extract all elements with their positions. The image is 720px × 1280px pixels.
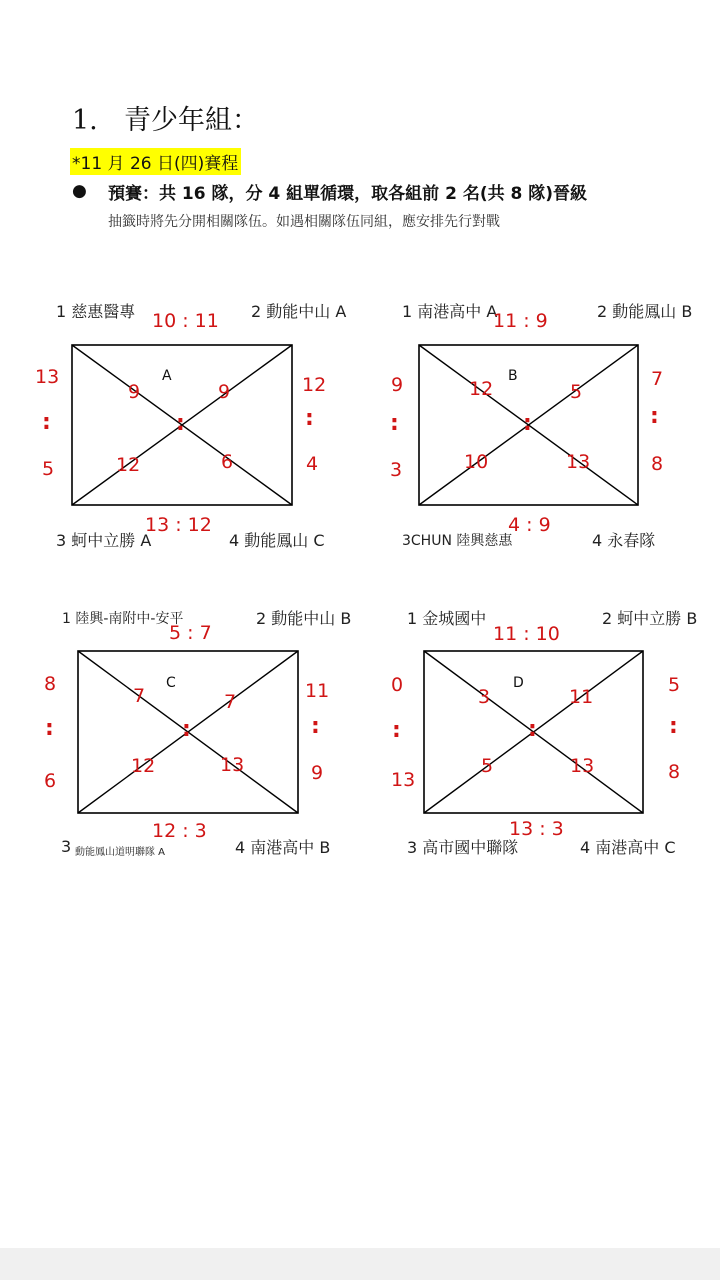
group-b-diagonal-upper-left: 12 — [469, 378, 494, 400]
section-number: 1. — [72, 105, 98, 136]
group-d-score-top: 11 : 10 — [493, 623, 560, 645]
group-b-diagonal-upper-right: 5 — [570, 381, 583, 403]
group-c-team-3: 動能鳳山道明聯隊 A — [75, 847, 166, 858]
group-d-score-right-colon: : — [669, 714, 678, 739]
group-a-letter: A — [162, 368, 172, 384]
group-d-team-2: 2 蚵中立勝 B — [602, 609, 698, 628]
group-d-score-right-2: 8 — [668, 761, 681, 783]
draw-note: 抽籤時將先分開相關隊伍。如遇相關隊伍同組，應安排先行對戰 — [108, 214, 500, 230]
date-banner: *11 月 26 日(四)賽程 — [70, 148, 241, 175]
group-c-score-left-colon: : — [45, 716, 54, 741]
group-c-score-left-2: 6 — [44, 770, 57, 792]
group-b-score-top: 11 : 9 — [493, 310, 548, 332]
group-d-team-1: 1 金城國中 — [407, 609, 487, 628]
group-a-score-left-1: 13 — [35, 366, 60, 388]
group-d-score-left-2: 13 — [391, 769, 416, 791]
group-a-team-2: 2 動能中山 A — [251, 302, 347, 321]
group-c-score-right-2: 9 — [311, 762, 324, 784]
group-c-diagonal-upper-left: 7 — [133, 685, 146, 707]
group-b-center-colon: : — [523, 411, 532, 436]
group-a-score-left-2: 5 — [42, 458, 55, 480]
section-title: 青少年組： — [124, 105, 259, 136]
group-a-diagonal-lower-left: 12 — [116, 454, 141, 476]
group-b-diagonal-lower-right: 13 — [566, 451, 591, 473]
group-b-score-bottom: 4 : 9 — [508, 514, 551, 536]
group-a-team-4: 4 動能鳳山 C — [229, 531, 325, 550]
group-b-team-1: 1 南港高中 A — [402, 302, 498, 321]
group-a-team-3: 3 蚵中立勝 A — [56, 531, 152, 550]
group-a-score-right-colon: : — [305, 406, 314, 431]
group-c-score-bottom: 12 : 3 — [152, 820, 207, 842]
group-b-diagonal-lower-left: 10 — [464, 451, 489, 473]
group-d-team-3: 3 高市國中聯隊 — [407, 838, 519, 857]
group-b-score-right-colon: : — [650, 404, 659, 429]
group-c-team-4: 4 南港高中 B — [235, 838, 331, 857]
group-d-score-left-colon: : — [392, 718, 401, 743]
section-heading — [72, 98, 259, 137]
group-c-team-2: 2 動能中山 B — [256, 609, 352, 628]
group-b-team-2: 2 動能鳳山 B — [597, 302, 693, 321]
group-a-score-bottom: 13 : 12 — [145, 514, 212, 536]
group-c-score-left-1: 8 — [44, 673, 57, 695]
group-d-diagonal-upper-right: 11 — [569, 686, 594, 708]
group-c-diagonal-lower-left: 12 — [131, 755, 156, 777]
group-d-diagonal-upper-left: 3 — [478, 686, 491, 708]
group-c-score-top: 5 : 7 — [169, 622, 212, 644]
group-a-score-left-colon: : — [42, 410, 51, 435]
group-d-score-right-1: 5 — [668, 674, 681, 696]
group-a-score-right-2: 4 — [306, 453, 319, 475]
prelim-description: 預賽：共 16 隊，分 4 組單循環，取各組前 2 名(共 8 隊)晉級 — [108, 184, 588, 204]
group-a-score-right-1: 12 — [302, 374, 327, 396]
group-a-score-top: 10 : 11 — [152, 310, 219, 332]
group-b-score-left-colon: : — [390, 411, 399, 436]
group-c-letter: C — [166, 675, 176, 691]
group-d-letter: D — [513, 675, 524, 691]
group-b-score-right-1: 7 — [651, 368, 664, 390]
group-c-diagonal-lower-right: 13 — [220, 754, 245, 776]
group-b-letter: B — [508, 368, 518, 384]
group-a-team-1: 1 慈惠醫專 — [56, 302, 136, 321]
group-d-center-colon: : — [528, 717, 537, 742]
group-b-score-left-1: 9 — [391, 374, 404, 396]
group-c-diagonal-upper-right: 7 — [224, 691, 237, 713]
group-d-diagonal-lower-left: 5 — [481, 755, 494, 777]
group-c-score-right-1: 11 — [305, 680, 330, 702]
group-b-team-4: 4 永春隊 — [592, 531, 656, 550]
group-d-score-bottom: 13 : 3 — [509, 818, 564, 840]
group-a-diagonal-upper-right: 9 — [218, 381, 231, 403]
group-c-score-right-colon: : — [311, 714, 320, 739]
bullet-icon: ● — [72, 181, 87, 201]
group-c-center-colon: : — [182, 717, 191, 742]
group-a-diagonal-upper-left: 9 — [128, 381, 141, 403]
group-a-center-colon: : — [176, 411, 185, 436]
group-d-diagonal-lower-right: 13 — [570, 755, 595, 777]
bottom-bar — [0, 1248, 720, 1280]
group-b-score-right-2: 8 — [651, 453, 664, 475]
group-a-diagonal-lower-right: 6 — [221, 451, 234, 473]
group-c-team-3-number: 3 — [61, 837, 72, 856]
group-c-team-1: 1 陸興-南附中-安平 — [62, 611, 184, 627]
group-b-team-3: 3CHUN 陸興慈惠 — [402, 533, 513, 549]
group-d-team-4: 4 南港高中 C — [580, 838, 676, 857]
group-b-score-left-2: 3 — [390, 459, 403, 481]
group-d-score-left-1: 0 — [391, 674, 404, 696]
